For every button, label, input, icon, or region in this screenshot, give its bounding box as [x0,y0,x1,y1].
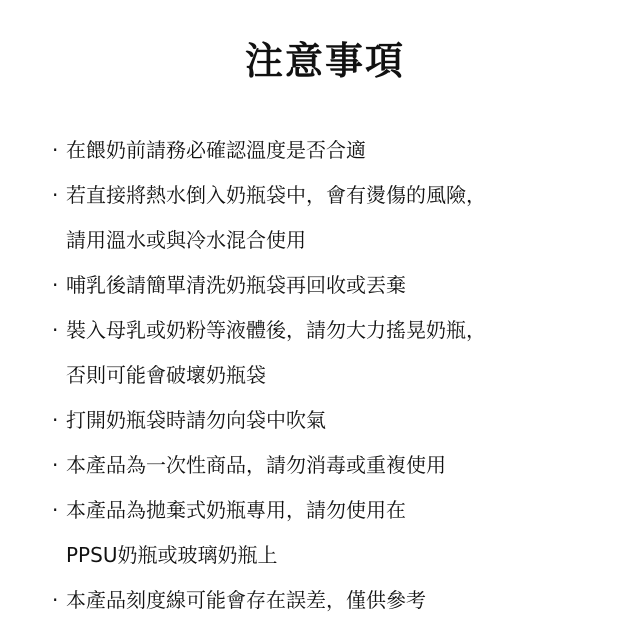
item-text: 裝入母乳或奶粉等液體後，請勿大力搖晃奶瓶， [66,318,486,342]
item-text: 在餵奶前請務必確認溫度是否合適 [66,138,366,162]
list-item [52,585,486,630]
bullet: · [52,498,59,522]
list-item [52,135,486,180]
bullet: · [52,183,59,207]
bullet: · [52,138,59,162]
item-text: PPSU奶瓶或玻璃奶瓶上 [66,543,278,567]
bullet: · [52,453,59,477]
list-item [52,270,486,315]
list-item [52,495,486,540]
item-text: 本產品刻度線可能會存在誤差，僅供參考 [66,588,426,612]
item-text: 本產品為一次性商品，請勿消毒或重複使用 [66,453,446,477]
list-item [52,225,486,270]
bullet: · [52,318,59,342]
list-item [52,540,486,585]
item-text: 否則可能會破壞奶瓶袋 [66,363,266,387]
item-text: 本產品為拋棄式奶瓶專用，請勿使用在 [66,498,406,522]
item-text: 哺乳後請簡單清洗奶瓶袋再回收或丟棄 [66,273,406,297]
list-item [52,360,486,405]
notice-list [52,135,486,630]
list-item [52,315,486,360]
item-text: 若直接將熱水倒入奶瓶袋中，會有燙傷的風險， [66,183,486,207]
item-text: 打開奶瓶袋時請勿向袋中吹氣 [66,408,326,432]
list-item [52,180,486,225]
bullet: · [52,273,59,297]
list-item [52,405,486,450]
page-title: 注意事項 [244,39,405,83]
bullet: · [52,588,59,612]
bullet: · [52,408,59,432]
item-text: 請用溫水或與冷水混合使用 [66,228,306,252]
list-item [52,450,486,495]
